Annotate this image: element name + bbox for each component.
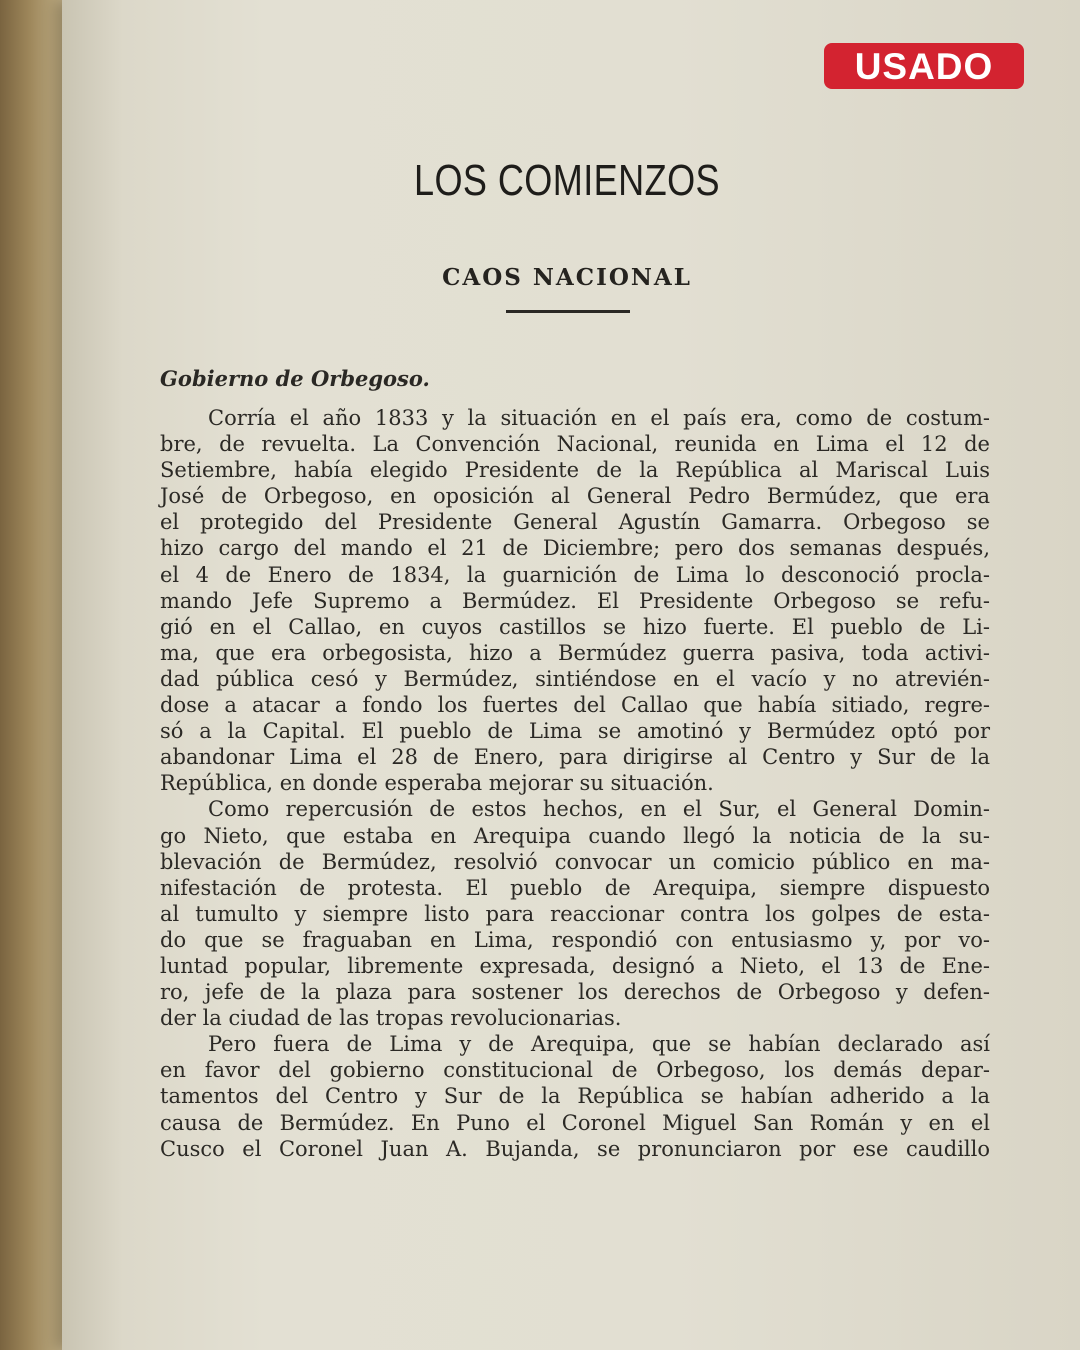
text-line: blevación de Bermúdez, resolvió convocar un comicio público en ma- [160, 849, 990, 874]
badge-label: USADO [854, 45, 994, 87]
text-line: Setiembre, había elegido Presidente de la República al Mariscal Luis [160, 458, 990, 483]
text-line: dose a atacar a fondo los fuertes del Callao que había sitiado, regre- [160, 693, 990, 718]
text-line: Pero fuera de Lima y de Arequipa, que se habían declarado así [208, 1032, 990, 1057]
text-line: José de Orbegoso, en oposición al General Pedro Bermúdez, que era [160, 484, 990, 509]
paragraph [160, 796, 990, 1031]
text-line: Corría el año 1833 y la situación en el país era, como de costum- [208, 406, 990, 430]
text-line: dad pública cesó y Bermúdez, sintiéndose en el vacío y no atrevién- [160, 666, 990, 691]
text-line: bre, de revuelta. La Convención Nacional, reunida en Lima el 12 de [160, 432, 990, 457]
title-divider [506, 310, 630, 313]
text-line: tamentos del Centro y Sur de la República se habían adherido a la [160, 1084, 990, 1109]
text-line: ro, jefe de la plaza para sostener los derechos de Orbegoso y defen- [160, 980, 990, 1005]
paragraph [160, 1031, 990, 1161]
text-line: der la ciudad de las tropas revolucionarias. [160, 1006, 622, 1031]
text-line: causa de Bermúdez. En Puno el Coronel Miguel San Román y en el [160, 1110, 990, 1135]
text-line: al tumulto y siempre listo para reaccionar contra los golpes de esta- [160, 901, 990, 926]
subheading: Gobierno de Orbegoso. [160, 366, 430, 391]
text-line: nifestación de protesta. El pueblo de Arequipa, siempre dispuesto [160, 875, 990, 900]
paragraph [160, 405, 990, 796]
section-title: CAOS NACIONAL [442, 264, 692, 291]
text-line: luntad popular, libremente expresada, designó a Nieto, el 13 de Ene- [160, 953, 990, 978]
text-line: mando Jefe Supremo a Bermúdez. El Presidente Orbegoso se refu- [160, 588, 990, 613]
text-line: gió en el Callao, en cuyos castillos se hizo fuerte. El pueblo de Li- [160, 614, 990, 639]
text-line: el protegido del Presidente General Agustín Gamarra. Orbegoso se [160, 510, 990, 535]
text-line: el 4 de Enero de 1834, la guarnición de Lima lo desconoció procla- [160, 562, 990, 587]
text-line: República, en donde esperaba mejorar su situación. [160, 771, 714, 796]
text-line: hizo cargo del mando el 21 de Diciembre; pero dos semanas después, [160, 536, 990, 561]
text-line: Como repercusión de estos hechos, en el Sur, el General Domin- [208, 797, 990, 822]
text-line: ma, que era orbegosista, hizo a Bermúdez guerra pasiva, toda activi- [160, 640, 990, 665]
text-line: go Nieto, que estaba en Arequipa cuando llegó la noticia de la su- [160, 823, 990, 848]
text-line: abandonar Lima el 28 de Enero, para dirigirse al Centro y Sur de la [160, 745, 990, 770]
chapter-title: LOS COMIENZOS [413, 156, 721, 205]
body-text [160, 405, 990, 1162]
text-line: do que se fraguaban en Lima, respondió con entusiasmo y, por vo- [160, 927, 990, 952]
text-line: Cusco el Coronel Juan A. Bujanda, se pronunciaron por ese caudillo [160, 1136, 990, 1161]
text-line: en favor del gobierno constitucional de Orbegoso, los demás depar- [160, 1058, 990, 1083]
text-line: só a la Capital. El pueblo de Lima se amotinó y Bermúdez optó por [160, 719, 990, 744]
used-condition-badge [824, 43, 1024, 89]
